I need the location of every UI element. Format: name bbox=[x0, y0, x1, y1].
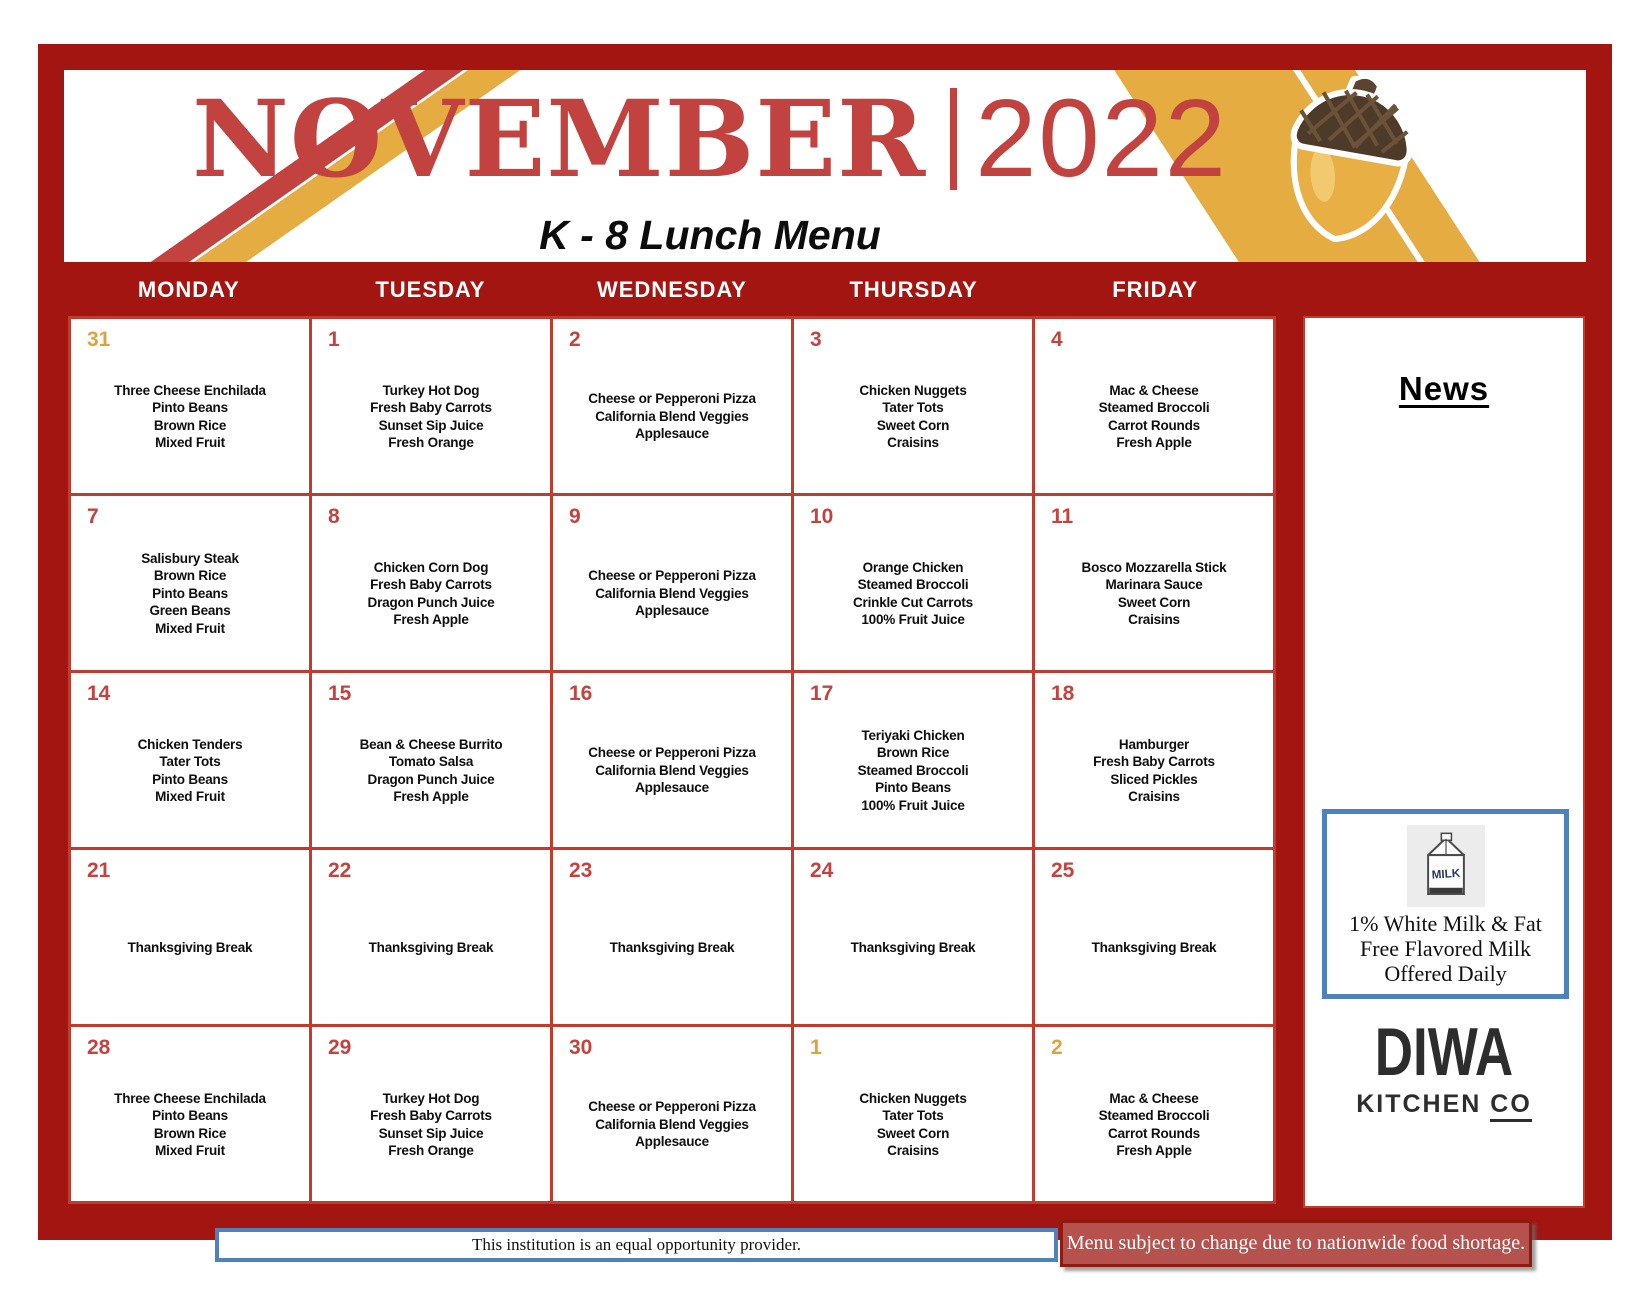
menu-item: Teriyaki Chicken bbox=[861, 727, 965, 743]
calendar-cell-w5-1 bbox=[794, 1027, 1032, 1201]
menu-item: Tater Tots bbox=[882, 400, 944, 415]
logo-kitchen-co-text bbox=[1305, 1090, 1583, 1119]
menu-item: Chicken Corn Dog bbox=[373, 559, 489, 575]
menu-items bbox=[802, 1058, 1024, 1195]
menu-item: Brown Rice bbox=[153, 417, 227, 433]
date-number: 2 bbox=[569, 328, 581, 351]
calendar-cell-w1-4 bbox=[1035, 319, 1273, 493]
menu-item: Mixed Fruit bbox=[155, 620, 225, 636]
shortage-notice-text: Menu subject to change due to nationwide food shortage. bbox=[1066, 1232, 1526, 1254]
menu-item: Craisins bbox=[1128, 612, 1180, 627]
menu-item: Pinto Beans bbox=[152, 400, 228, 415]
date-number: 14 bbox=[87, 682, 111, 705]
menu-item: Chicken Nuggets bbox=[859, 382, 967, 398]
date-number: 2 bbox=[1051, 1036, 1063, 1059]
date-number: 18 bbox=[1051, 682, 1075, 705]
menu-item: Applesauce bbox=[635, 426, 709, 442]
calendar-cell-w2-7 bbox=[71, 496, 309, 670]
title-row bbox=[64, 76, 1356, 201]
calendar-cell-w5-30 bbox=[553, 1027, 791, 1201]
menu-item: Cheese or Pepperoni Pizza bbox=[588, 568, 756, 584]
menu-item: Craisins bbox=[1128, 789, 1180, 804]
menu-item: Applesauce bbox=[635, 1134, 709, 1150]
menu-item: Crinkle Cut Carrots bbox=[853, 594, 973, 610]
menu-item: Marinara Sauce bbox=[1105, 577, 1203, 592]
menu-item: Fresh Baby Carrots bbox=[370, 577, 492, 592]
milk-note-line: 1% White Milk & Fat bbox=[1349, 911, 1542, 936]
menu-item: Steamed Broccoli bbox=[857, 762, 969, 778]
menu-item: Mac & Cheese bbox=[1109, 382, 1199, 398]
menu-item: Carrot Rounds bbox=[1108, 1125, 1200, 1141]
date-number: 22 bbox=[328, 859, 352, 882]
menu-item: Chicken Tenders bbox=[137, 736, 243, 752]
date-number: 30 bbox=[569, 1036, 593, 1059]
menu-item: Steamed Broccoli bbox=[857, 577, 969, 592]
menu-item: Dragon Punch Juice bbox=[367, 771, 495, 787]
calendar-cell-w3-15 bbox=[312, 673, 550, 847]
menu-item: Tomato Salsa bbox=[388, 754, 474, 769]
date-number: 16 bbox=[569, 682, 593, 705]
menu-items bbox=[320, 350, 542, 487]
menu-items bbox=[320, 1058, 542, 1195]
news-panel bbox=[1303, 316, 1585, 1208]
menu-item: Chicken Nuggets bbox=[859, 1090, 967, 1106]
equal-opportunity-note bbox=[215, 1228, 1058, 1262]
milk-note-line: Offered Daily bbox=[1384, 961, 1507, 986]
date-number: 7 bbox=[87, 505, 99, 528]
menu-items bbox=[802, 704, 1024, 841]
month-title: NOVEMBER bbox=[192, 76, 927, 201]
shortage-notice bbox=[1060, 1220, 1532, 1267]
menu-item: 100% Fruit Juice bbox=[861, 797, 965, 813]
menu-items bbox=[1043, 881, 1265, 1018]
menu-item: Pinto Beans bbox=[152, 585, 228, 601]
menu-item: Thanksgiving Break bbox=[609, 939, 735, 955]
menu-items bbox=[320, 527, 542, 664]
menu-item: Brown Rice bbox=[153, 1125, 227, 1141]
date-number: 8 bbox=[328, 505, 340, 528]
calendar-cell-w1-3 bbox=[794, 319, 1032, 493]
calendar-cell-w5-29 bbox=[312, 1027, 550, 1201]
menu-item: Cheese or Pepperoni Pizza bbox=[588, 1099, 756, 1115]
menu-item: Applesauce bbox=[635, 780, 709, 796]
calendar-cell-w4-25 bbox=[1035, 850, 1273, 1024]
menu-item: California Blend Veggies bbox=[595, 408, 749, 424]
menu-item: Brown Rice bbox=[153, 568, 227, 584]
date-number: 15 bbox=[328, 682, 352, 705]
menu-item: Fresh Apple bbox=[1116, 1143, 1192, 1158]
calendar-cell-w5-28 bbox=[71, 1027, 309, 1201]
milk-note-line: Free Flavored Milk bbox=[1359, 936, 1532, 961]
diwa-kitchen-logo bbox=[1305, 1014, 1583, 1119]
menu-item: Sweet Corn bbox=[1117, 594, 1191, 610]
menu-item: Pinto Beans bbox=[152, 771, 228, 787]
menu-item: Fresh Orange bbox=[388, 435, 474, 450]
calendar-cell-w2-10 bbox=[794, 496, 1032, 670]
date-number: 17 bbox=[810, 682, 834, 705]
menu-item: Sweet Corn bbox=[876, 417, 950, 433]
menu-item: Turkey Hot Dog bbox=[382, 382, 480, 398]
menu-item: Cheese or Pepperoni Pizza bbox=[588, 745, 756, 761]
calendar-cell-w4-22 bbox=[312, 850, 550, 1024]
menu-item: Three Cheese Enchilada bbox=[114, 1090, 266, 1106]
logo-diwa-text: DIWA bbox=[1374, 1014, 1514, 1090]
news-title: News bbox=[1398, 370, 1490, 407]
menu-item: Mixed Fruit bbox=[155, 435, 225, 450]
menu-item: Fresh Orange bbox=[388, 1143, 474, 1158]
menu-item: Sunset Sip Juice bbox=[378, 417, 484, 433]
menu-item: Tater Tots bbox=[882, 1108, 944, 1123]
date-number: 11 bbox=[1051, 505, 1074, 528]
milk-note-box bbox=[1322, 809, 1569, 999]
menu-item: Bosco Mozzarella Stick bbox=[1081, 559, 1227, 575]
svg-text:MILK: MILK bbox=[1430, 866, 1461, 882]
calendar-cell-w3-18 bbox=[1035, 673, 1273, 847]
day-header-friday: FRIDAY bbox=[1112, 277, 1199, 302]
calendar-cell-w3-16 bbox=[553, 673, 791, 847]
calendar-cell-w1-2 bbox=[553, 319, 791, 493]
date-number: 9 bbox=[569, 505, 581, 528]
date-number: 28 bbox=[87, 1036, 111, 1059]
logo-co-word: CO bbox=[1490, 1090, 1532, 1122]
menu-subtitle: K - 8 Lunch Menu bbox=[539, 212, 881, 258]
date-number: 29 bbox=[328, 1036, 352, 1059]
day-header-thursday: THURSDAY bbox=[849, 277, 978, 302]
page-frame bbox=[38, 44, 1612, 1240]
day-header-row bbox=[68, 262, 1276, 316]
menu-item: Thanksgiving Break bbox=[127, 939, 253, 955]
menu-items bbox=[79, 527, 301, 664]
menu-items bbox=[79, 1058, 301, 1195]
menu-item: Thanksgiving Break bbox=[850, 939, 976, 955]
menu-item: Sunset Sip Juice bbox=[378, 1125, 484, 1141]
menu-items bbox=[802, 527, 1024, 664]
menu-item: Fresh Apple bbox=[393, 789, 469, 804]
menu-item: Mac & Cheese bbox=[1109, 1090, 1199, 1106]
menu-item: Green Beans bbox=[149, 603, 231, 619]
calendar-cell-w3-14 bbox=[71, 673, 309, 847]
menu-item: Dragon Punch Juice bbox=[367, 594, 495, 610]
menu-item: Sliced Pickles bbox=[1110, 771, 1198, 787]
calendar-cell-w1-31 bbox=[71, 319, 309, 493]
menu-item: Craisins bbox=[887, 1143, 939, 1158]
menu-item: Mixed Fruit bbox=[155, 1143, 225, 1158]
logo-kitchen-word: KITCHEN bbox=[1356, 1090, 1482, 1118]
menu-item: Cheese or Pepperoni Pizza bbox=[588, 391, 756, 407]
menu-item: Thanksgiving Break bbox=[1091, 939, 1217, 955]
menu-items bbox=[79, 350, 301, 487]
menu-items bbox=[1043, 704, 1265, 841]
menu-items bbox=[79, 881, 301, 1018]
menu-items bbox=[561, 350, 783, 487]
menu-item: 100% Fruit Juice bbox=[861, 612, 965, 627]
calendar-cell-w2-11 bbox=[1035, 496, 1273, 670]
day-header-monday: MONDAY bbox=[137, 277, 240, 302]
menu-item: Mixed Fruit bbox=[155, 789, 225, 804]
acorn-icon bbox=[1272, 76, 1424, 252]
equal-opportunity-text: This institution is an equal opportunity provider. bbox=[471, 1235, 802, 1254]
menu-item: Steamed Broccoli bbox=[1098, 1108, 1210, 1123]
menu-item: Tater Tots bbox=[159, 754, 221, 769]
date-number: 31 bbox=[87, 328, 111, 351]
calendar-cell-w4-24 bbox=[794, 850, 1032, 1024]
menu-item: Pinto Beans bbox=[875, 780, 951, 796]
year-title: 2022 bbox=[975, 77, 1228, 200]
menu-item: California Blend Veggies bbox=[595, 1116, 749, 1132]
menu-items bbox=[320, 881, 542, 1018]
calendar-cell-w4-23 bbox=[553, 850, 791, 1024]
menu-item: Orange Chicken bbox=[862, 559, 964, 575]
calendar-cell-w2-9 bbox=[553, 496, 791, 670]
menu-items bbox=[561, 704, 783, 841]
date-number: 21 bbox=[87, 859, 111, 882]
calendar-cell-w5-2 bbox=[1035, 1027, 1273, 1201]
menu-item: Craisins bbox=[887, 435, 939, 450]
menu-items bbox=[1043, 527, 1265, 664]
title-divider bbox=[950, 88, 957, 190]
menu-item: Brown Rice bbox=[876, 745, 950, 761]
menu-item: Pinto Beans bbox=[152, 1108, 228, 1123]
menu-items bbox=[79, 704, 301, 841]
menu-items bbox=[1043, 1058, 1265, 1195]
date-number: 23 bbox=[569, 859, 593, 882]
menu-item: Fresh Baby Carrots bbox=[370, 1108, 492, 1123]
menu-item: Hamburger bbox=[1118, 736, 1190, 752]
menu-item: California Blend Veggies bbox=[595, 762, 749, 778]
date-number: 10 bbox=[810, 505, 834, 528]
menu-item: Thanksgiving Break bbox=[368, 939, 494, 955]
date-number: 24 bbox=[810, 859, 834, 882]
day-header-wednesday: WEDNESDAY bbox=[596, 277, 747, 302]
calendar-cell-w3-17 bbox=[794, 673, 1032, 847]
menu-item: Fresh Apple bbox=[393, 612, 469, 627]
date-number: 25 bbox=[1051, 859, 1075, 882]
menu-item: Fresh Baby Carrots bbox=[1093, 754, 1215, 769]
menu-items bbox=[802, 881, 1024, 1018]
menu-item: Salisbury Steak bbox=[141, 550, 239, 566]
date-number: 1 bbox=[810, 1036, 822, 1059]
calendar-section bbox=[64, 262, 1586, 1214]
date-number: 3 bbox=[810, 328, 822, 351]
calendar-grid bbox=[68, 316, 1276, 1204]
menu-item: Bean & Cheese Burrito bbox=[359, 736, 503, 752]
menu-item: Applesauce bbox=[635, 603, 709, 619]
menu-item: Steamed Broccoli bbox=[1098, 400, 1210, 415]
menu-item: Sweet Corn bbox=[876, 1125, 950, 1141]
menu-items bbox=[561, 881, 783, 1018]
menu-item: Fresh Baby Carrots bbox=[370, 400, 492, 415]
calendar-cell-w1-1 bbox=[312, 319, 550, 493]
menu-items bbox=[1043, 350, 1265, 487]
menu-item: Fresh Apple bbox=[1116, 435, 1192, 450]
milk-carton-icon bbox=[1407, 825, 1485, 907]
menu-items bbox=[802, 350, 1024, 487]
day-header-tuesday: TUESDAY bbox=[375, 277, 486, 302]
calendar-cell-w2-8 bbox=[312, 496, 550, 670]
menu-item: Turkey Hot Dog bbox=[382, 1090, 480, 1106]
menu-item: Three Cheese Enchilada bbox=[114, 382, 266, 398]
date-number: 1 bbox=[328, 328, 340, 351]
menu-items bbox=[561, 527, 783, 664]
menu-items bbox=[561, 1058, 783, 1195]
calendar-cell-w4-21 bbox=[71, 850, 309, 1024]
milk-note-text bbox=[1327, 911, 1564, 986]
menu-items bbox=[320, 704, 542, 841]
menu-item: Carrot Rounds bbox=[1108, 417, 1200, 433]
date-number: 4 bbox=[1051, 328, 1063, 351]
menu-item: California Blend Veggies bbox=[595, 585, 749, 601]
header-banner bbox=[64, 70, 1586, 262]
